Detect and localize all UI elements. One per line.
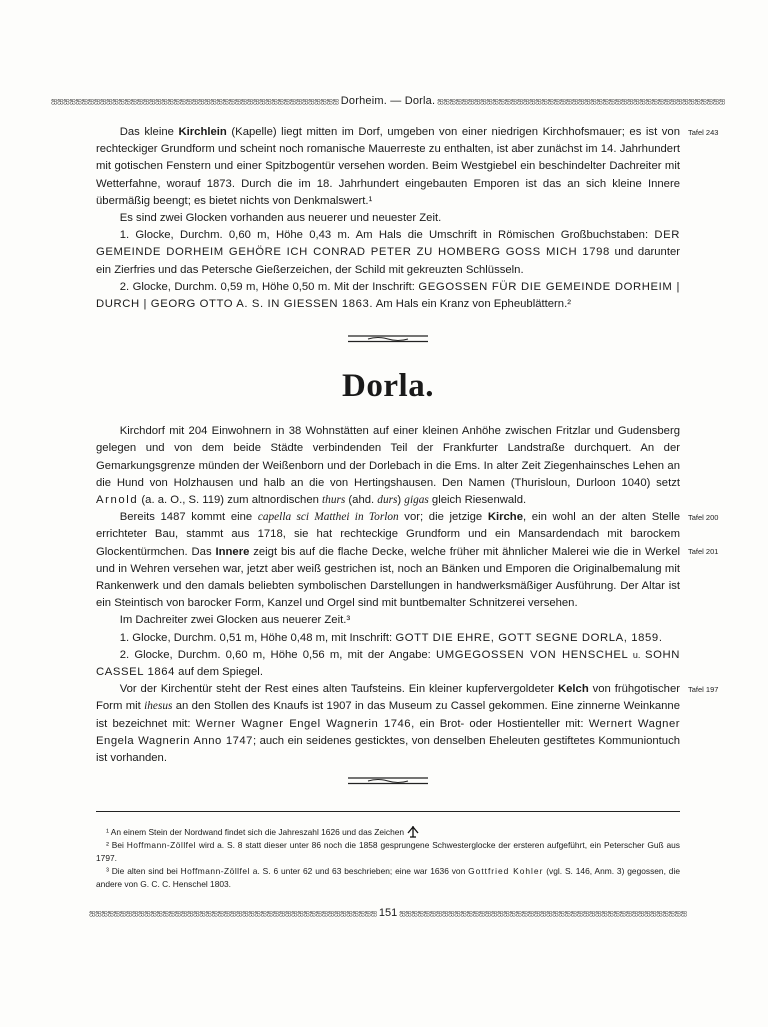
text-run: von frühgotischer Form mit [96, 683, 681, 713]
term-capella: capella sci Matthei in Torlon [257, 511, 399, 524]
text-run: Vor der Kirchentür steht der Rest eines alten Taufsteins. Ein kleiner kupfervergoldeter [119, 683, 558, 696]
running-header [51, 92, 725, 110]
running-header-title: Dorheim. — Dorla. [340, 95, 436, 107]
text-run: Am Hals ein Kranz von Epheublättern.² [373, 298, 571, 311]
section-title-dorla: Dorla. [342, 368, 434, 405]
text-run: 2. Glocke, Durchm. 0,59 m, Höhe 0,50 m. Mit der Inschrift: [119, 280, 419, 293]
term-thurs: thurs [322, 494, 346, 507]
plate-reference: Tafel 197 [688, 685, 719, 695]
footnote-2 [96, 839, 680, 865]
term-kirchlein: Kirchlein [178, 126, 227, 138]
mason-mark-icon [406, 824, 420, 838]
dorla-paragraph-1 [96, 423, 680, 509]
text-run: ³ Die alten sind bei [106, 866, 181, 877]
text-run: a. S. 6 unter 62 und 63 beschrieben; eine war 1636 von [249, 866, 469, 877]
divider-ornament-icon [348, 775, 428, 785]
author-kohler: Gottfried Kohler [468, 866, 544, 877]
page-number: 151 [378, 907, 398, 920]
author-hoffmann: Hoffmann-Zöllfel [126, 840, 197, 851]
plate-reference: Tafel 201 [688, 547, 719, 557]
text-run: Das kleine [119, 126, 179, 138]
dorla-paragraph-2 [96, 509, 680, 612]
text-run: auf dem Spiegel. [175, 666, 263, 679]
bell-inscription: UMGEGOSSEN VON HENSCHEL [435, 648, 629, 661]
text-run: und darunter ein Zierfries und das Petersche Gießerzeichen, der Schild mit gekreuzten Schlüsseln. [96, 246, 681, 276]
text-run: (a. a. O., S. 119) zum altnordischen [138, 494, 323, 507]
text-run: 1. Glocke, Durchm. 0,60 m, Höhe 0,43 m. Am Hals die Umschrift in Römischen Großbuchstaben: [119, 229, 655, 242]
dorheim-paragraph-1 [96, 124, 680, 210]
text-run: 1. Glocke, Durchm. 0,51 m, Höhe 0,48 m, mit Inschrift: [119, 631, 396, 644]
dorheim-paragraph-2: Es sind zwei Glocken vorhanden aus neuerer und neuester Zeit. [119, 212, 442, 225]
text-run: 2. Glocke, Durchm. 0,60 m, Höhe 0,56 m, mit der Angabe: [119, 648, 436, 661]
footnote-separator [96, 811, 680, 812]
dorla-paragraph-6 [96, 681, 680, 767]
term-gigas: gigas [404, 494, 429, 507]
term-innere: Innere [215, 545, 250, 558]
author-arnold: Arnold [96, 494, 139, 507]
text-run: u. [628, 649, 645, 660]
term-kirche: Kirche [487, 511, 523, 524]
text-run: , ein wohl an der alten Stelle errichteter Bau, stammt aus 1718, sie hat rechteckige Grundform und ein Mansardendach mit barockem Glockentürmchen. Das [96, 511, 680, 558]
text-run: vor; die jetzige [398, 511, 488, 524]
section-divider [96, 333, 680, 343]
divider-ornament-icon [348, 333, 428, 343]
dorla-paragraph-2-wrap [96, 509, 719, 612]
footnotes [96, 824, 680, 891]
dorla-bell-2 [96, 647, 680, 681]
bell-inscription: GEGOSSEN FÜR DIE GEMEINDE DORHEIM | DURCH | GEORG OTTO A. S. IN GIESSEN 1863. [96, 280, 680, 311]
bell-inscription: DER GEMEINDE DORHEIM GEHÖRE ICH CONRAD PETER ZU HOMBERG GOSS MICH 1798 [96, 229, 680, 259]
footer-ornament-right: ஐஐஐஐஐஐஐஐஐஐஐஐஐஐஐஐஐஐஐஐஐஐஐஐஐஐஐஐஐஐஐஐஐஐஐஐஐஐஐஐஐஐஐஐஐஐஐ [399, 908, 687, 918]
dorheim-bell-2 [96, 279, 680, 313]
text-run: wird a. S. 8 statt dieser unter 86 noch die 1858 gesprungene Schwesterglocke der ersteren aufgeführt, ein Peterscher Guß aus 1797. [96, 840, 680, 864]
text-run: ¹ An einem Stein der Nordwand findet sich die Jahreszahl 1626 und das Zeichen [106, 827, 405, 838]
text-run: zeigt bis auf die flache Decke, welche früher mit ähnlicher Malerei wie die in Werkel und in Wehren versehen war, jetzt aber weiß gestrichen ist, noch an Bänken und Emporen die Originalbemalung mit Rankenwerk und den damals beliebten symbolischen Darstellungen in handwerksmäßiger Ausführung. Der Altar ist ein Steintisch von barocker Form, Kanzel und Orgel sind mit buntbemalter Schnitzerei versehen. [96, 545, 680, 610]
dorheim-section [96, 124, 719, 313]
bell-inscription: SOHN CASSEL 1864 [96, 648, 681, 679]
text-run: (Kapelle) liegt mitten im Dorf, umgeben von einer niedrigen Kirchhofsmauer; es ist von rechteckiger Grundform und scheint noch romanische Mauerreste zu enthalten, ist aber zunächst im 14. Jahrhundert mit gotischen Fenstern und einer Spitzbogentür versehen worden. Beim Westgiebel ein beschindelter Dachreiter mit Wetterfahne, worauf 1873. Durch die im 18. Jahrhundert eingebauten Emporen ist das an sich kleine Innere übermäßig beengt; es bietet nichts von Denkmalswert.¹ [96, 126, 680, 207]
text-run: , ein Brot- oder Hostienteller mit: [411, 717, 589, 730]
text-run: Bereits 1487 kommt eine [119, 511, 258, 524]
text-run: Kirchdorf mit 204 Einwohnern in 38 Wohnstätten auf einer kleinen Anhöhe zwischen Fritzlar und Gudensberg gelegen und von dem beide Städte verbindenden Teil der Frankfurter Landstraße durchquert. An der Gemarkungsgrenze münden der Weißenborn und der Dorlebach in die Ems. In alter Zeit Ziegenhainsches Lehen an die Hund von Holzhausen und halb an die von Hertingshausen. Den Namen (Thurisloun, Durloon 1040) setzt [96, 425, 680, 489]
dorla-paragraph-3: Im Dachreiter zwei Glocken aus neuerer Zeit.³ [119, 614, 351, 627]
text-run: (vgl. S. 146, Anm. 3) gegossen, die andere von G. C. C. Henschel 1803. [96, 866, 680, 890]
text-run: gleich Riesenwald. [428, 494, 527, 507]
dorla-paragraph-6-wrap [96, 681, 719, 767]
page [51, 92, 725, 921]
inscription-wagner-2: Wernert Wagner Engela Wagnerin Anno 1747 [96, 717, 681, 747]
inscription-wagner-1: Werner Wagner Engel Wagnerin 1746 [195, 717, 412, 730]
page-footer [89, 905, 687, 921]
text-run: ) [397, 494, 405, 507]
section-divider [96, 775, 680, 785]
plate-reference: Tafel 243 [688, 128, 719, 137]
plate-reference: Tafel 200 [688, 513, 719, 523]
dorheim-bell-1 [96, 227, 680, 279]
footnote-1 [96, 824, 680, 839]
term-ihesus: ihesus [144, 700, 173, 713]
text-run: (ahd. [345, 494, 378, 507]
footer-ornament-left: ஐஐஐஐஐஐஐஐஐஐஐஐஐஐஐஐஐஐஐஐஐஐஐஐஐஐஐஐஐஐஐஐஐஐஐஐஐஐஐஐஐஐஐஐஐஐஐ [89, 908, 377, 918]
text-run: an den Stollen des Knaufs ist 1907 in das Museum zu Cassel gekommen. Eine zinnerne Weinkanne ist bezeichnet mit: [96, 700, 680, 730]
bell-inscription: GOTT DIE EHRE, GOTT SEGNE DORLA, 1859. [395, 631, 663, 644]
text-run: ; auch ein seidenes gesticktes, von denselben Eheleuten gestiftetes Kommuniontuch ist vorhanden. [96, 734, 681, 765]
header-ornament-left: ஐஐஐஐஐஐஐஐஐஐஐஐஐஐஐஐஐஐஐஐஐஐஐஐஐஐஐஐஐஐஐஐஐஐஐஐஐஐஐஐஐஐஐஐஐஐஐ [51, 96, 339, 105]
author-hoffmann: Hoffmann-Zöllfel [180, 866, 250, 877]
header-ornament-right: ஐஐஐஐஐஐஐஐஐஐஐஐஐஐஐஐஐஐஐஐஐஐஐஐஐஐஐஐஐஐஐஐஐஐஐஐஐஐஐஐஐஐஐஐஐஐஐ [437, 96, 725, 105]
term-kelch: Kelch [557, 683, 589, 696]
term-durs: durs [377, 494, 398, 507]
footnote-3 [96, 865, 680, 891]
dorla-section [96, 423, 719, 767]
dorla-bell-1 [96, 630, 680, 647]
text-run: ² Bei [106, 840, 127, 851]
